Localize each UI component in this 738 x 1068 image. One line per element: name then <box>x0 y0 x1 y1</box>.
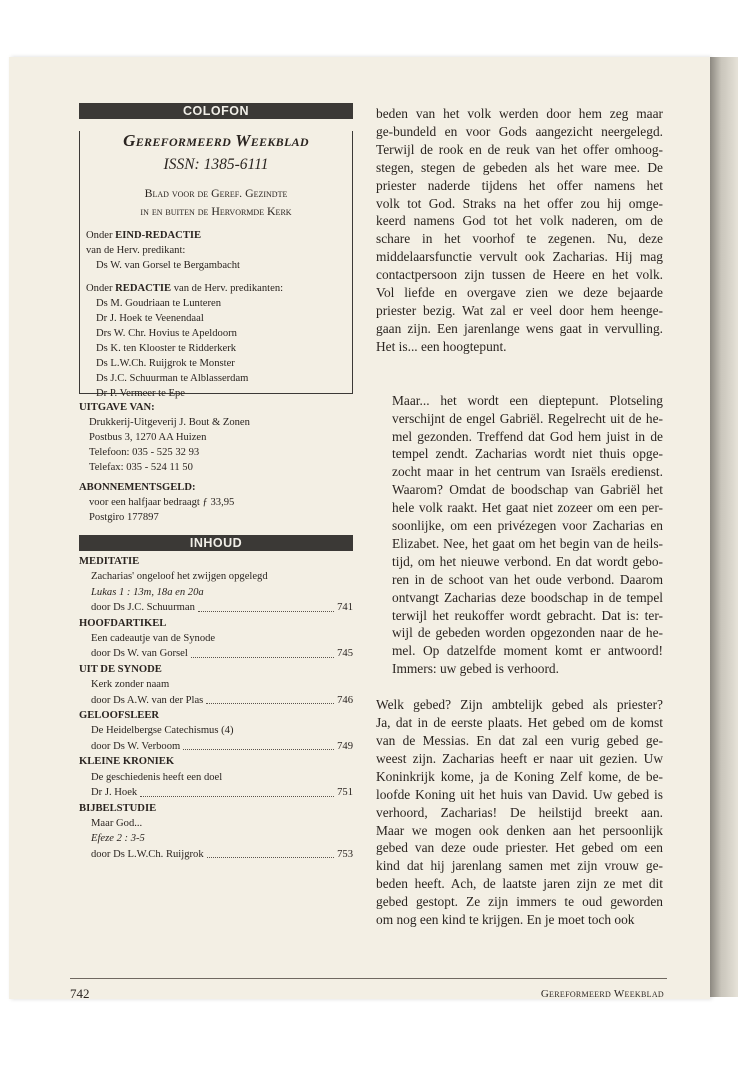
article-line: weest zijn. Zacharias heeft er naar uit gezien. Uw <box>376 750 663 766</box>
article-line: schare in het voorhof te zegenen. Nu, deze <box>376 231 663 247</box>
toc-title: De Heidelbergse Catechismus (4) <box>91 725 234 737</box>
article-line: Vol liefde en overgave zien we deze bejaarde <box>376 285 663 301</box>
inhoud-header: INHOUD <box>79 535 353 551</box>
article-line: verhoord, Zacharias! De heilstijd breekt aan. <box>376 804 663 820</box>
toc-heading: MEDITATIE <box>79 556 140 567</box>
redactie-member: Dr J. Hoek te Veenendaal <box>96 313 204 324</box>
toc-section <box>79 754 353 800</box>
article-paragraph-1 <box>376 105 663 356</box>
toc-page: 745 <box>337 648 353 660</box>
toc-heading: BIJBELSTUDIE <box>79 802 157 814</box>
article-line: gaan zijn. Een jarenlange wens gaat in vervulling. <box>376 320 663 336</box>
footer-publication: Gereformeerd Weekblad <box>540 988 664 1000</box>
article-paragraph-2 <box>376 392 663 679</box>
sidebar <box>79 103 353 968</box>
toc-heading: KLEINE KRONIEK <box>79 756 175 768</box>
page-number: 742 <box>70 986 90 1001</box>
eind-redactie <box>86 228 346 273</box>
article-line: beden heeft. Ach, de laatste jaren zijn ze met dit <box>376 876 663 892</box>
redactie-member: Ds J.C. Schuurman te Alblasserdam <box>96 373 249 384</box>
redactie-member: Dr P. Vermeer te Epe <box>96 388 185 399</box>
redactie-suffix: van de Herv. predikanten: <box>173 283 284 294</box>
article-line: Ja, dat in de eerste plaats. Het gebed om de komst <box>376 715 663 731</box>
eind-intro: Onder <box>86 230 113 241</box>
toc-heading: UIT DE SYNODE <box>79 663 162 675</box>
article-line: wijl de gebeden worden opgezonden naar de he- <box>392 625 663 641</box>
toc-title: Kerk zonder naam <box>91 679 170 691</box>
toc-title: Zacharias' ongeloof het zwijgen opgelegd <box>91 571 268 583</box>
article-line: keerd namens God tot het volk naderen, om de <box>376 213 663 229</box>
article-paragraph-3 <box>376 696 663 929</box>
colofon-header: COLOFON <box>79 103 353 119</box>
toc-page: 753 <box>337 848 353 860</box>
toc-heading: GELOOFSLEER <box>79 710 160 722</box>
eind-name: Ds W. van Gorsel te Bergambacht <box>96 260 240 271</box>
toc-entry[interactable] <box>79 693 353 708</box>
toc-section <box>79 801 353 863</box>
article-line: Maar... het wordt een dieptepunt. Plotseling <box>392 392 663 408</box>
article-line: Elizabet. Nee, het gaat om het begin van de heils- <box>392 535 663 551</box>
toc-entry[interactable] <box>79 847 353 862</box>
toc-author: door Ds W. van Gorsel <box>91 648 188 660</box>
article-line: mel gezonden. Treffend dat God hem juist in de <box>392 428 663 444</box>
article-line: tempel zendt. Zacharias wordt niet thuis opge- <box>392 446 663 462</box>
article-line: hele volk raakt. Het gaat niet zozeer om een per- <box>392 500 663 516</box>
toc-page: 746 <box>337 694 353 706</box>
toc-section <box>79 708 353 754</box>
toc-author: door Ds W. Verboom <box>91 740 181 752</box>
article-line: Maar we mogen ook denken aan het persoonlijk <box>376 822 663 838</box>
article-line: Terwijl de rook en de reuk van het offer omhoog- <box>376 141 663 157</box>
toc-page: 741 <box>337 602 353 614</box>
toc-extra: Efeze 2 : 3-5 <box>91 833 145 845</box>
toc-author: door Ds A.W. van der Plas <box>91 694 204 706</box>
eind-label: EIND-REDACTIE <box>115 230 202 241</box>
abonnement-label: ABONNEMENTSGELD: <box>79 482 196 493</box>
article-line: Welk gebed? Zijn ambtelijk gebed als priester? <box>376 697 663 713</box>
toc-leader <box>183 739 334 750</box>
table-of-contents <box>79 554 353 862</box>
publisher-info <box>79 400 353 535</box>
article-line: stegen, stegen de gebeden als het ware mee. De <box>376 159 663 175</box>
article-line: tijd, om het nieuwe verbond. En dat wordt gebo- <box>392 553 663 569</box>
redactie-intro: Onder <box>86 283 113 294</box>
article-line: kind dat hij jarenlang samen met zijn vrouw ge- <box>376 858 663 874</box>
right-page-edge <box>710 57 738 997</box>
article-line: loofde Koning uit het huis van David. Uw gebed is <box>376 786 663 802</box>
article-line: priester bezig. Wat zal er veel door hem heenge- <box>376 302 663 318</box>
article-line: Het is... een hoogtepunt. <box>376 338 507 354</box>
article-line: Koninkrijk kome, ja de Koning Zelf kome, de be- <box>376 768 663 784</box>
article-line: contactpersoon zijn tussen de Heere en het volk. <box>376 267 663 283</box>
toc-extra: Lukas 1 : 13m, 18a en 20a <box>91 586 204 598</box>
uitgave-line: Postbus 3, 1270 AA Huizen <box>89 432 207 443</box>
uitgave-label: UITGAVE VAN: <box>79 402 155 413</box>
toc-author: door Ds J.C. Schuurman <box>91 602 195 614</box>
toc-title: Een cadeautje van de Synode <box>91 633 216 645</box>
toc-entry[interactable] <box>79 600 353 615</box>
article-line: priester naderde tijdens het offer namens het <box>376 177 663 193</box>
article-line: volk tot God. Straks na het offer zou hij omge- <box>376 195 663 211</box>
masthead-subtitle <box>86 184 346 220</box>
redactie-member: Ds K. ten Klooster te Ridderkerk <box>96 343 237 354</box>
article-line: ontvangt Zacharias deze boodschap in de tempel <box>392 589 663 605</box>
toc-entry[interactable] <box>79 646 353 661</box>
toc-section <box>79 616 353 662</box>
toc-leader <box>206 693 334 704</box>
abonnement-line: voor een halfjaar bedraagt ƒ 33,95 <box>89 497 235 508</box>
article-line: om nog een kind te krijgen. En je moet toch ook <box>376 912 635 928</box>
article-line: gebed gestopt. Ze zijn immers te oud geworden <box>376 894 663 910</box>
issn: ISSN: 1385-6111 <box>163 156 269 173</box>
toc-entry[interactable] <box>79 785 353 800</box>
toc-heading: HOOFDARTIKEL <box>79 617 167 629</box>
article-line: mel. Op datzelfde moment komt er antwoord! <box>392 643 663 659</box>
uitgave-line: Telefax: 035 - 524 11 50 <box>89 462 193 473</box>
toc-page: 749 <box>337 740 353 752</box>
article-line: Waarom? Omdat de boodschap van Gabriël het <box>392 482 663 498</box>
redactie-label: REDACTIE <box>115 283 172 294</box>
article-line: ren in de schoot van het oude verbond. Daarom <box>392 571 663 587</box>
article-line: terwijl het reukoffer wordt gebracht. Dat is: ter- <box>392 607 663 623</box>
toc-section <box>79 554 353 616</box>
toc-leader <box>207 847 334 858</box>
toc-entry[interactable] <box>79 739 353 754</box>
redactie-member: Ds L.W.Ch. Ruijgrok te Monster <box>96 358 235 369</box>
toc-title: De geschiedenis heeft een doel <box>91 771 223 783</box>
subtitle-line-2: in en buiten de Hervormde Kerk <box>140 204 292 218</box>
footer-divider <box>70 978 667 979</box>
masthead-title: Gereformeerd Weekblad <box>123 131 309 150</box>
article-line: zocht maar in het centrum van Israëls eredienst. <box>392 464 663 480</box>
toc-author: Dr J. Hoek <box>91 787 138 799</box>
article-line: verschijnt de engel Gabriël. Regelrecht uit de he- <box>392 410 663 426</box>
article-line: middelaarsfunctie vervult ook Zacharias. Hij mag <box>376 249 663 265</box>
article-line: soonlijke, om een privézegen voor Zacharias en <box>392 518 663 534</box>
toc-page: 751 <box>337 787 353 799</box>
toc-section <box>79 662 353 708</box>
toc-leader <box>140 785 334 796</box>
toc-leader <box>198 600 334 611</box>
abonnement-line: Postgiro 177897 <box>89 512 159 523</box>
toc-leader <box>191 646 334 657</box>
colofon-box <box>79 131 353 399</box>
article-body <box>376 105 663 929</box>
eind-line: van de Herv. predikant: <box>86 245 186 256</box>
article-line: van de Messias. En dat zal een vurig gebed ge- <box>376 733 663 748</box>
subtitle-line-1: Blad voor de Geref. Gezindte <box>144 186 288 200</box>
redactie-member: Drs W. Chr. Hovius te Apeldoorn <box>96 328 237 339</box>
toc-author: door Ds L.W.Ch. Ruijgrok <box>91 848 204 860</box>
redactie-member: Ds M. Goudriaan te Lunteren <box>96 298 222 309</box>
article-line: ge-bundeld en voor Gods aangezicht neergelegd. <box>376 123 663 139</box>
uitgave-line: Telefoon: 035 - 525 32 93 <box>89 447 200 458</box>
redactie <box>86 281 346 401</box>
article-line: Immers: uw gebed is verhoord. <box>392 661 559 677</box>
article-line: gebed van deze oude priester. Het gebed om een <box>376 840 663 856</box>
uitgave-line: Drukkerij-Uitgeverij J. Bout & Zonen <box>89 417 250 428</box>
article-line: beden van het volk werden door hem zeg maar <box>376 106 663 121</box>
toc-title: Maar God... <box>91 817 143 829</box>
